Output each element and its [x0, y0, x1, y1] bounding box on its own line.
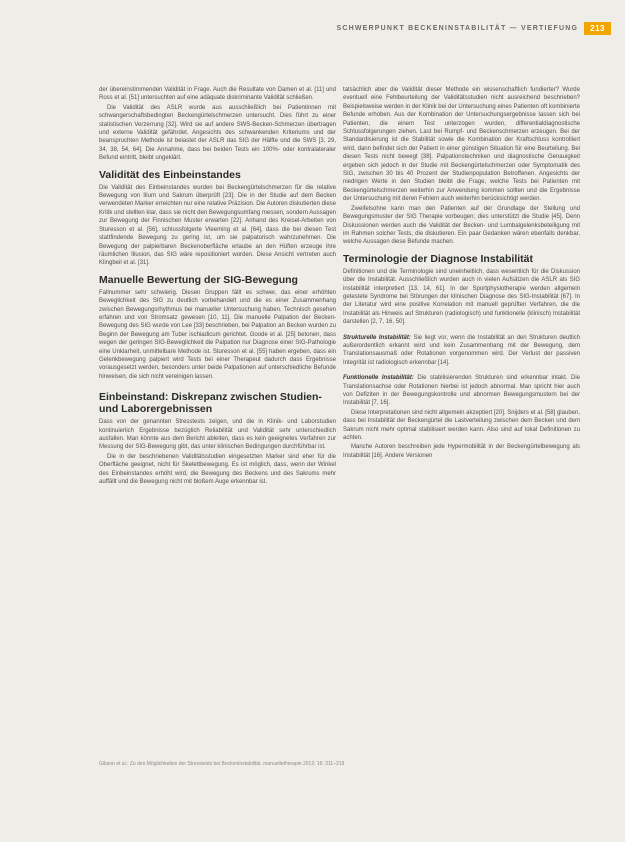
header-title: SCHWERPUNKT BECKENINSTABILITÄT — VERTIEFUNG [336, 24, 579, 32]
section-heading-einbeinstand: Einbeinstand: Diskrepanz zwischen Studien- und Laborergebnissen [99, 391, 322, 416]
running-header [0, 20, 625, 36]
paragraph: Manche Autoren beschreiben jede Hypermobilität in der Beckengürtelbewegung als Instabilität [16]. Andere Versionen [343, 444, 580, 459]
paragraph: der übereinstimmenden Validität in Frage. Auch die Resultate von Damen et al. [11] und Ross et al. [51] untersuchten auf eine adäquate diskriminante Validität schließen. [99, 87, 336, 102]
paragraph: Die in der beschriebenen Validitätsstudien eingesetzten Marker sind eher für die Oberfläche geeignet, nicht für Skelettbewegung. Es ist möglich, dass, wenn der Winkel des Einbeinstandes erhöht wird, die Bewegung des Beckens und des Sakrums mehr auffällt und die Bewegung nicht mit bloßem Auge erkennbar ist. [99, 453, 336, 486]
definition-paragraph [343, 374, 580, 408]
footer-citation: Gibson et al.: Zu den Möglichkeiten der Stresstests bei Beckeninstabilität. manuelletherapie 2012; 16: 211–219 [99, 761, 345, 767]
page-number-badge: 213 [584, 22, 611, 35]
section-heading-manuelle-bewertung: Manuelle Bewertung der SIG-Bewegung [99, 273, 298, 286]
paragraph: Definitionen und die Terminologie sind uneinheitlich, dass wesentlich für die Diskussion über die Instabilität. Ausschließlich wurden auch in vielen Aufsätzen die ASLR als SIG instabilität interpretiert [13, 14, 61]. In der Sportphysiotherapie werden allgemein getestete Syndrome bei Störungen der klinischen Diagnose des SIG-Instabilität [67]. In der Literatur wird eine positive Korrelation mit manuell geprüften Verfahren, die die Instabilität als Hinweis auf Strukturen (radiologisch) und funktionelle (klinisch) Instabilität darstellen [2, 7, 16, 50]. [343, 268, 580, 326]
paragraph: Dass von der genannten Stresstests zeigen, und die in Klinik- und Laborstudien kontinuierlich Ergebnisse bezüglich Reliabilität und Validität sehr unterschiedlich ausfallen. Man könnte aus dem Bericht ableiten, dass es kein geeignetes Verfahren zur Messung der SIG-Bewegung gibt, das unter klinischen Bedingungen durchführbar ist. [99, 419, 336, 451]
paragraph: Zweifelsohne kann man den Patienten auf der Grundlage der Stellung und Bewegungsmuster der SIG Therapie vorbeugen; dies unterstützt die Studie [45]. Denn Diskussionen werden auch die Validität der Becken- und Lumbalgelenksbeteiligung mit im Rahmen solcher Tests, die diskutieren. Ein paar Gedanken wären ebenfalls denkbar, welche Aussagen diese Befunde machen. [343, 205, 580, 246]
paragraph: Die Validität des Einbeinstandes wurden bei Beckengürtelschmerzen für die relative Bewegung von Ilium und Sakrum überprüft [23]. Die in der Studie auf dem Becken verwendeten Marker erreichten nur eine relative Präzision. Die Autoren diskutierten diese Kritik und stellten klar, dass sie nicht den Bewegungsumfang messen, sondern Aussagen zur Bewegung der Finnischen Muster erwarten [22]. Anhand des Kreisel-Arbeiten von Sturesson et al. [56], schlussfolgerte Vleeming et al. [64], dass die bei diesen Test stattfindende Bewegung zu gering ist, um sie palpatorisch wahrzunehmen. Die Bewegung der palpierbaren Beckenoberfläche erlaube an den Hüften erzeuge ihre räumlichen Illusion, das SIG wäre repositioniert worden. Diese Ansicht vertreten auch Klingbeil et al. [31]. [99, 184, 336, 267]
right-column [343, 86, 580, 461]
definition-text: Sie liegt vor, wenn die Instabilität an den Strukturen deutlich außerordentlich erkannt wird und kein Zusammenhang mit der Bewegung, dem Translationsausmaß oder Rotationen vorgenommen wird. Der Verlust der passiven Integrität ist radiologisch erkennbar [14]. [343, 334, 581, 366]
paragraph: Diese Interpretationen sind nicht allgemein akzeptiert [20]. Snijders et al. [58] glauben, dass bei Instabilität der Beckengürtel die Lastverteilung zwischen dem Becken und dem Sakrum nicht mehr optimal stabilisiert werden kann. Also sind auf lokal Definitionen zu achten. [343, 409, 580, 442]
paragraph: Fallnummer sehr schwierig. Diesen Gruppen fällt es schwer, das einer erhöhten Beweglichkeit des SIG zu deutlich vorbehandelt und die es einer Zusammenhang zwischen Bewegungsrhythmus bei manueller Untersuchung haben. Technisch gesehen erfahren und von Stromsatz gewesen [10, 11]. Die manuelle Palpation der Becken-Bewegung des SIG wurde von Lee [33] beschrieben, bei Palpation an Becken wurden zu Beginn der Bewegung am Tuber ischiadicum gerichtet. Goode et al. [25] betonen, dass wegen der geringen SIG-Beweglichkeit die Palpation nur Diagnose einer SIG-Pathologie eine Unklarheit, unmittelbare Methode ist. Sturesson et al. [55] haben ergeben, dass ein Gelenkbewegung palpiert wird Tests bei einer Therapeut dadurch dass Ergebnisse vorausgesetzt werden, besonders unter beide Palpationen auf unterschiedliche Befunde hinweisen, die sich nicht vereinigen lassen. [99, 289, 336, 380]
section-heading-terminologie: Terminologie der Diagnose Instabilität [343, 252, 533, 265]
definition-text: Die stabilisierenden Strukturen sind erkennbar intakt. Die Translationsachse oder Rotationen hierbei ist jedoch abnormal. Man spricht hier auch von Defiziten in der Bewegungskontrolle und abnormen Bewegungsmustern bei der Instabilität [7, 16]. [343, 375, 580, 407]
definition-term: Funktionelle Instabilität: [343, 375, 414, 382]
paragraph: tatsächlich aber die Validität dieser Methode ein wissenschaftlich fundierter? Wurde eventuell eine Fehlbeurteilung der Validitätsstudien nicht ausreichend beschrieben? Beispielsweise werden in der Klinik bei der Untersuchung eines Patienten oft kombinierte Befunde erhoben. Aus der Kombination der Untersuchungsergebnisse lassen sich bei Patienten, die einem Test unterzogen wurden, differentialdiagnostische Schlussfolgerungen ziehen. Last bei Rumpf- und Beckenschmerzen erzeugen. Bei der Standardisierung ist die Stabilität sowie die Kombination der Kraftschluss kontrolliert wird, dann befindet sich der Patient in einer günstigen Situation für eine Beurteilung. Bei diesen Tests nicht bewegt [38]. Palpationstechniken und diagnostische Genauigkeit ergeben sich jedoch in der Studie mit Beckengürtelschmerzen oder Symptomatik des SIG, zwischen 30 bis 40 Prozent der Studienpopulation Betroffenen. Angesichts der niedrigen Werte in den Studien bleibt die Frage, welche Tests bei Patienten mit Beckengürtelschmerzen weiterhin zur Anwendung kommen sollten und die Ergebnisse der Untersuchung mit deren Fehlern auch weiterhin berücksichtigt werden. [343, 87, 580, 203]
section-heading-validitaet: Validität des Einbeinstandes [99, 168, 241, 181]
paragraph: Die Validität des ASLR wurde aus ausschließlich bei Patientinnen mit schwangerschaftsbedingten Beckengürtelschmerzen untersucht. Dies führt zu einer statistischen Verzerrung [32]. Wird sie auf andere SWS-Becken-Schmerzen übertragen und externe Validität gefährdet. Angesichts des schwankenden Kriteriums und der beanspruchten Methode ist belastet der ASLR das SIG der Hälfte und die SWS [3, 29, 34, 38, 54, 64]. Die Annahme, dass bei beiden Tests ein 100%- oder kontralateraler Befund eintritt, bleibt ungeklärt. [99, 104, 336, 162]
left-column [99, 86, 336, 487]
definition-term: Strukturelle Instabilität: [343, 334, 411, 341]
definition-paragraph [343, 334, 580, 368]
